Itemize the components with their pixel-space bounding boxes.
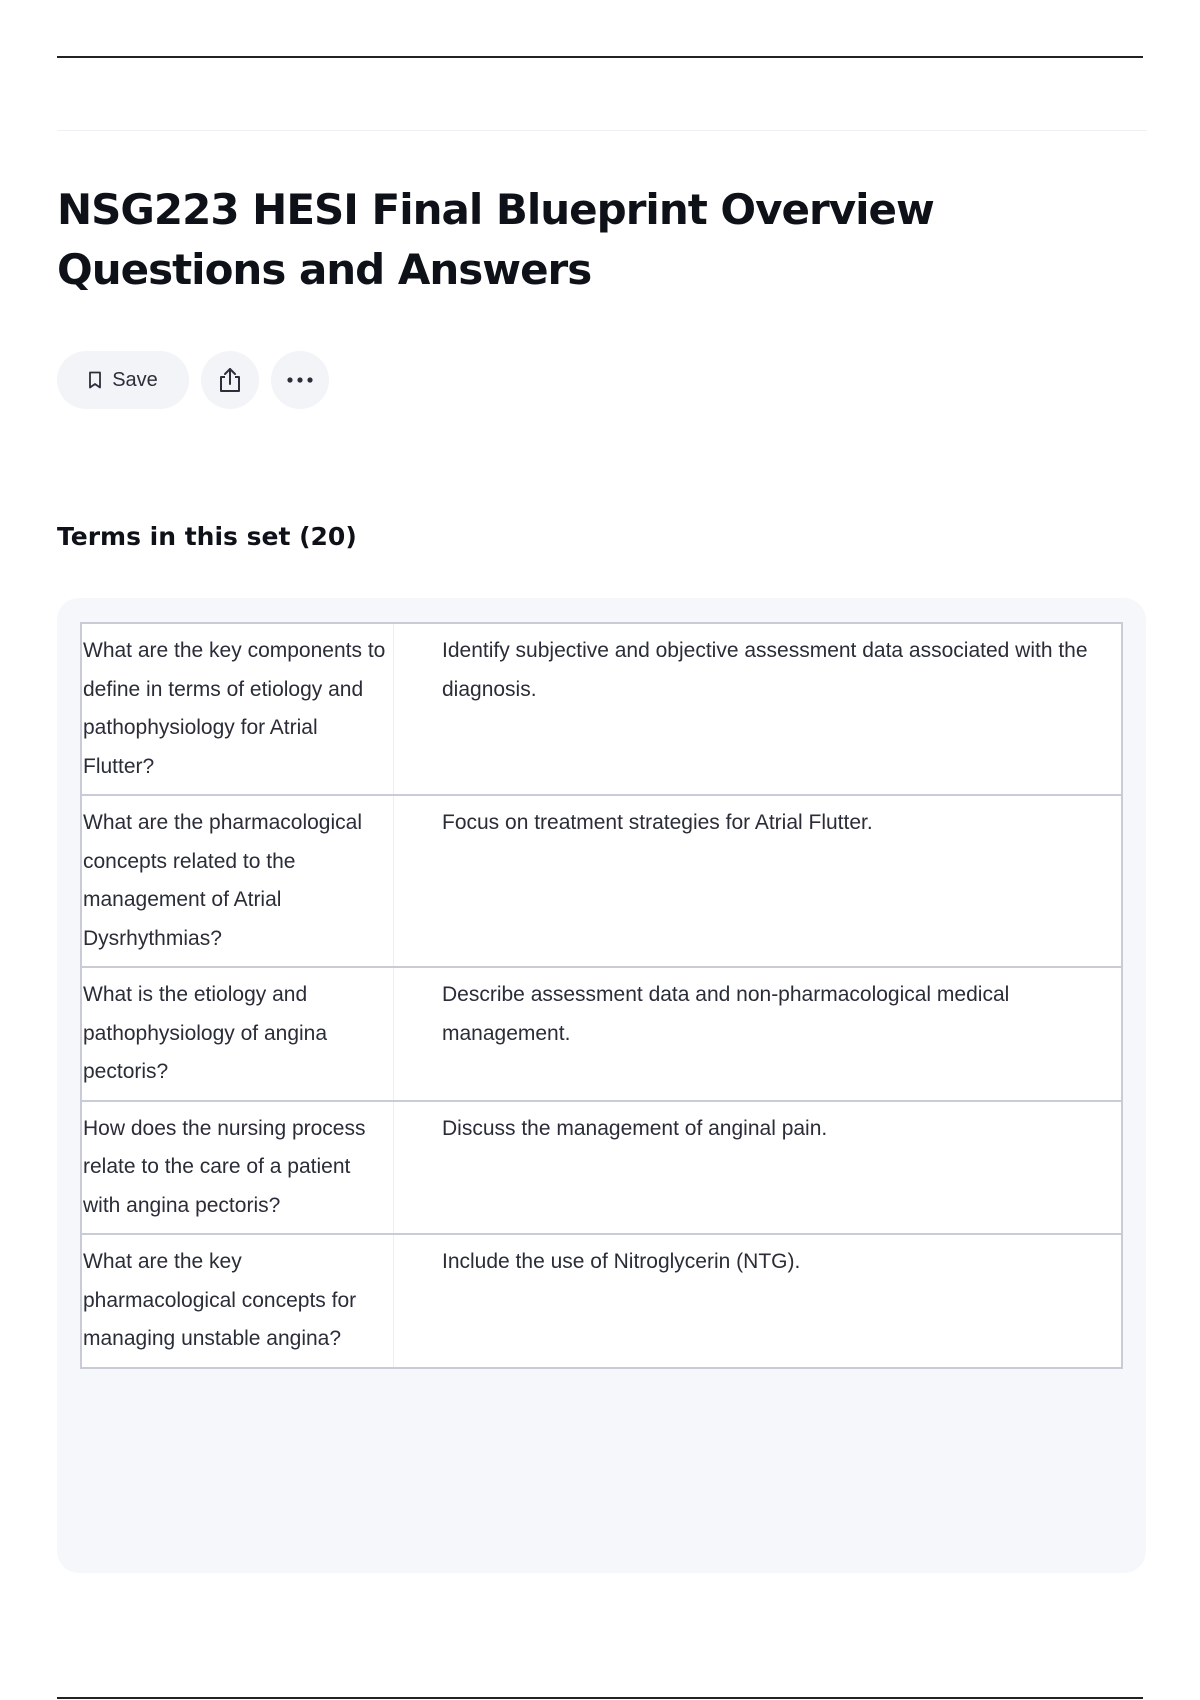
card-list — [80, 622, 1123, 1369]
share-button[interactable] — [201, 351, 259, 409]
share-icon — [217, 366, 243, 394]
more-icon — [286, 376, 314, 384]
term-card[interactable] — [82, 1233, 1121, 1367]
card-term: What are the pharmacological concepts related to the management of Atrial Dysrhythmias? — [82, 796, 394, 966]
save-button-label: Save — [112, 368, 158, 391]
term-card[interactable] — [82, 966, 1121, 1100]
term-card[interactable] — [82, 794, 1121, 966]
card-definition: Identify subjective and objective assessment data associated with the diagnosis. — [442, 639, 1088, 701]
top-divider — [57, 56, 1143, 58]
bookmark-icon — [88, 371, 102, 389]
action-bar — [57, 350, 329, 410]
card-term: What is the etiology and pathophysiology of angina pectoris? — [82, 968, 394, 1100]
page-title: NSG223 HESI Final Blueprint Overview Questions and Answers — [57, 185, 934, 294]
bottom-divider — [57, 1697, 1143, 1699]
header-divider — [57, 130, 1147, 131]
more-options-button[interactable] — [271, 351, 329, 409]
term-card[interactable] — [82, 1100, 1121, 1234]
card-definition: Include the use of Nitroglycerin (NTG). — [442, 1250, 801, 1273]
card-definition: Discuss the management of anginal pain. — [442, 1116, 828, 1140]
card-term: How does the nursing process relate to the care of a patient with angina pectoris? — [82, 1102, 394, 1234]
terms-heading: Terms in this set (20) — [57, 522, 357, 551]
term-card[interactable] — [82, 624, 1121, 794]
terms-panel — [57, 598, 1146, 1573]
card-definition: Focus on treatment strategies for Atrial Flutter. — [442, 811, 873, 834]
card-term: What are the key pharmacological concepts for managing unstable angina? — [82, 1235, 394, 1367]
card-term: What are the key components to define in terms of etiology and pathophysiology for Atrial Flutter? — [82, 624, 394, 794]
save-button[interactable] — [57, 351, 189, 409]
card-definition: Describe assessment data and non-pharmacological medical management. — [442, 983, 1010, 1045]
